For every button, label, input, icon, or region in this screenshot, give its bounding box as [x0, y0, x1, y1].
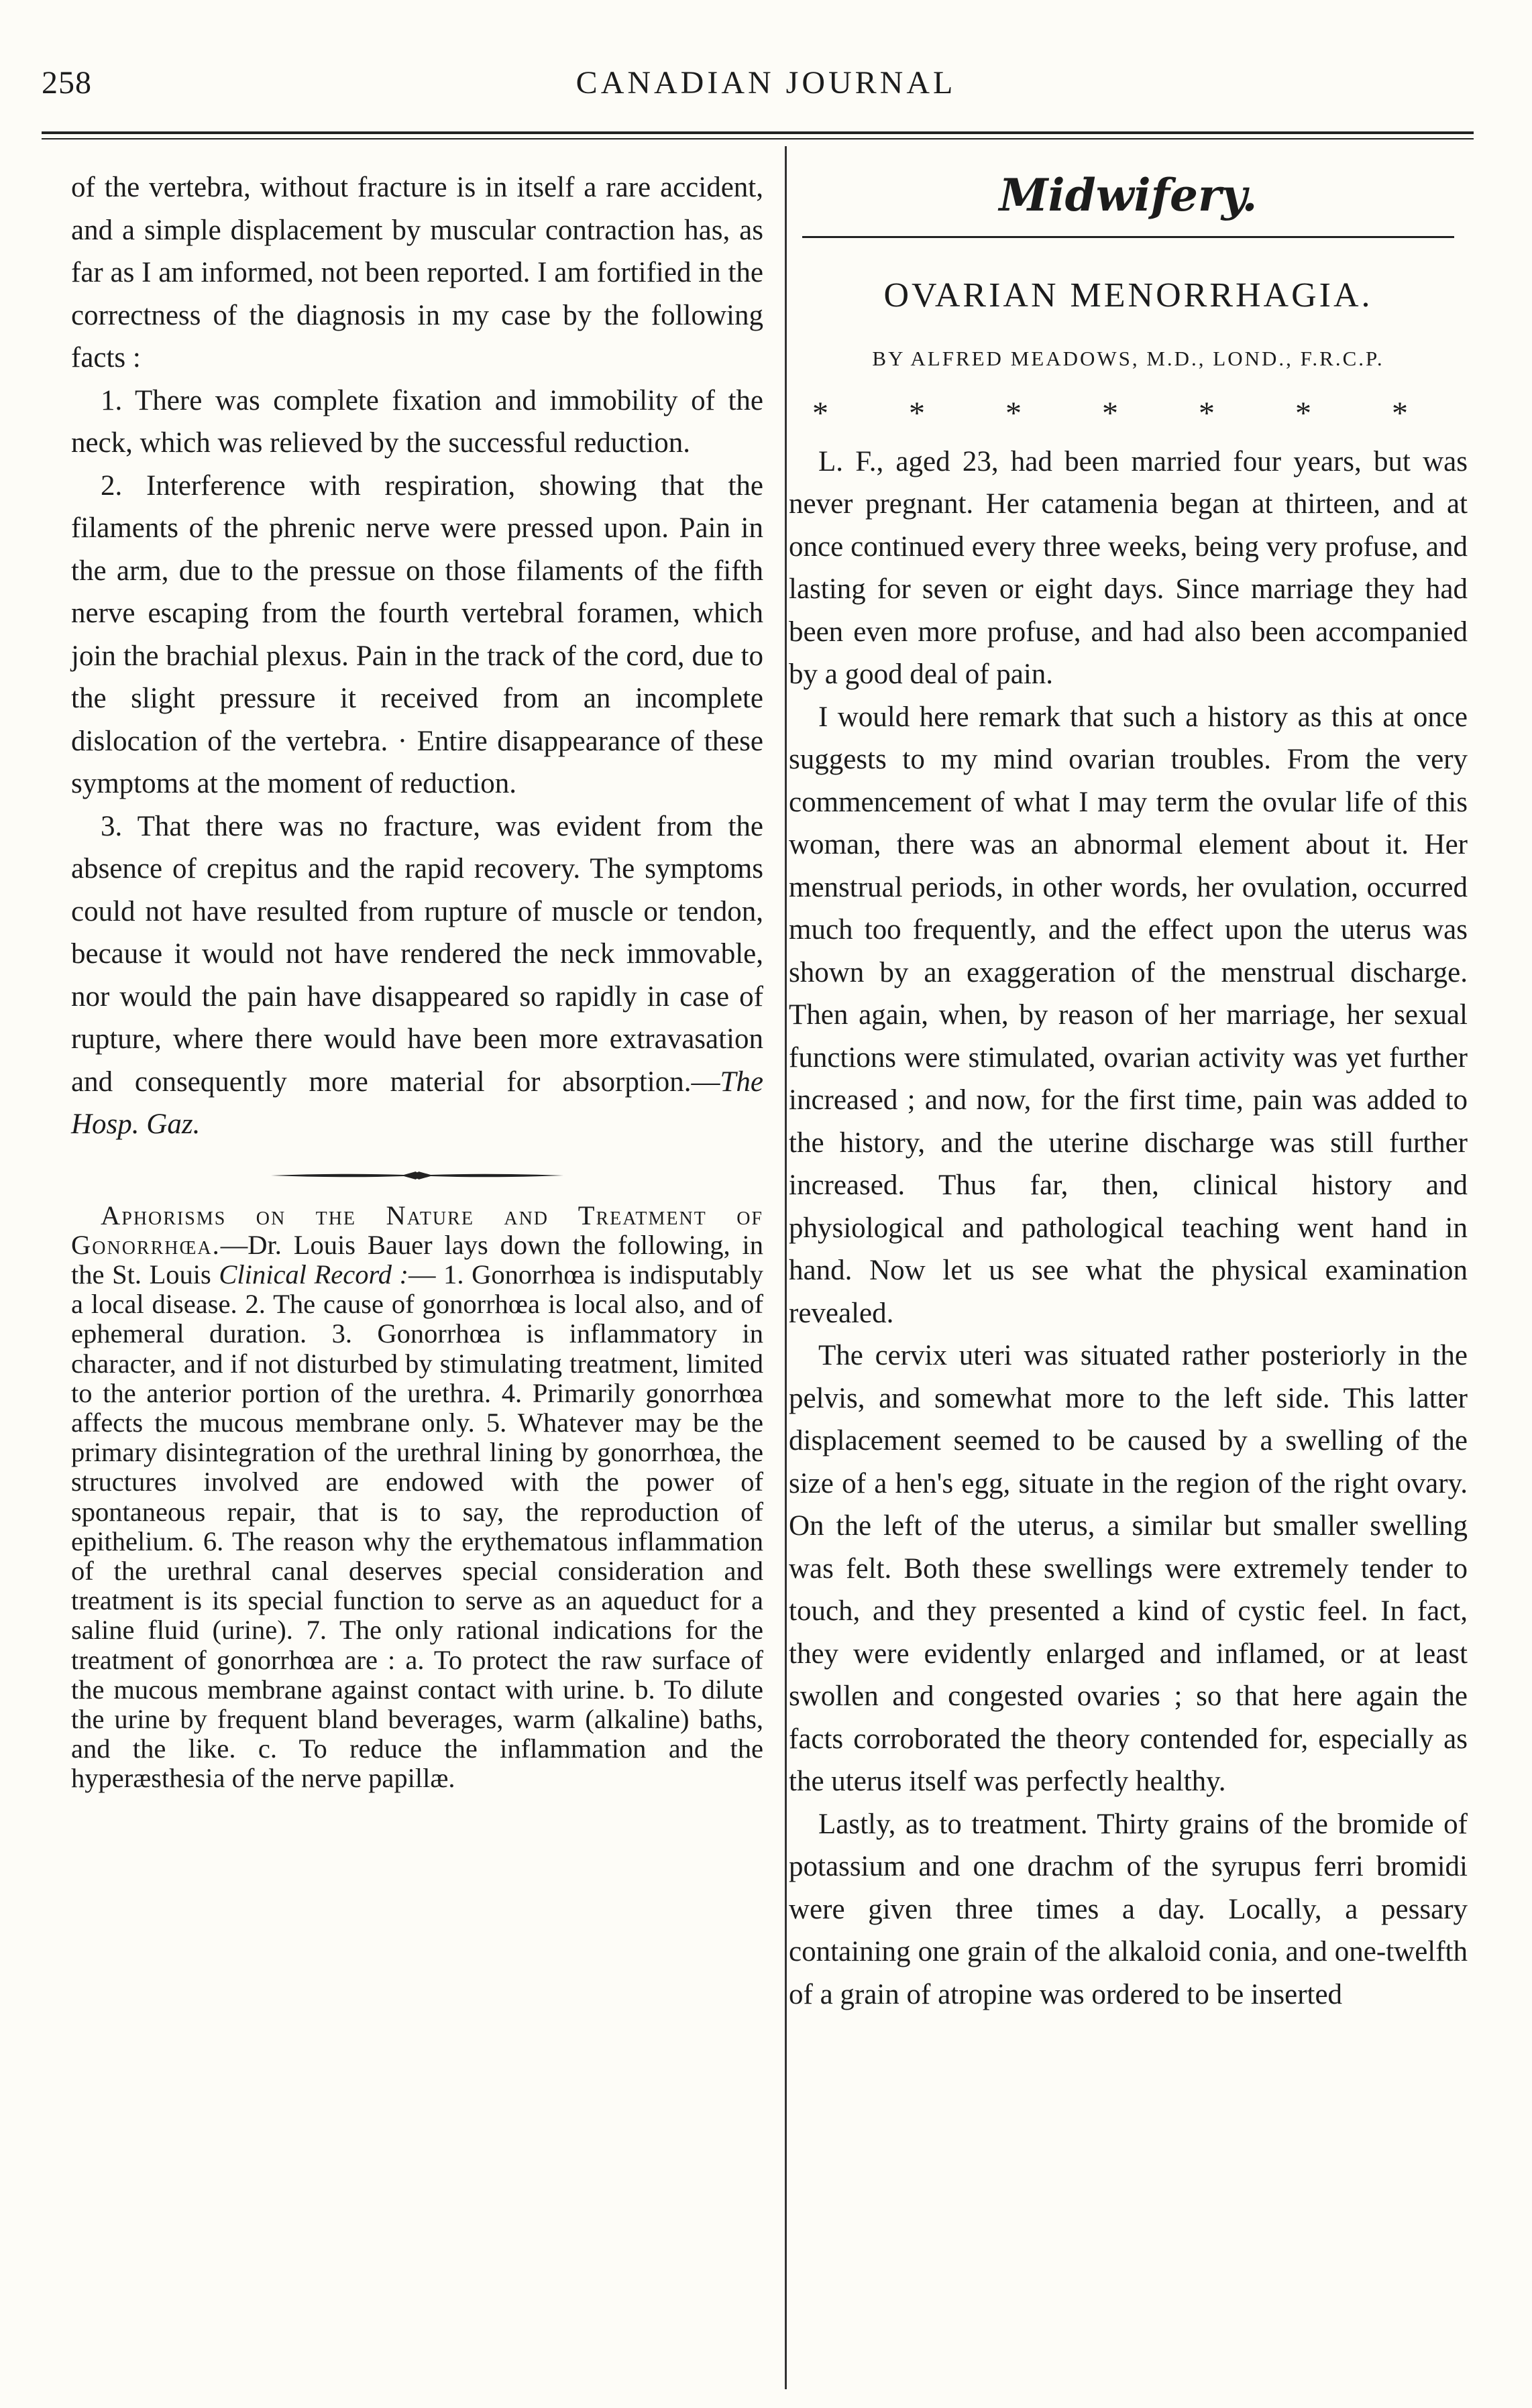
column-divider — [785, 146, 787, 2389]
right-column — [789, 166, 1468, 2016]
page-header — [0, 64, 1532, 118]
paragraph: 1. There was complete fixation and immobility of the neck, which was relieved by the successful reduction. — [71, 384, 763, 459]
paragraph-text: 3. That there was no fracture, was evident from the absence of crepitus and the rapid recovery. The symptoms could not have resulted from rupture of muscle or tendon, because it would not have rendered the neck immovable, nor would the pain have disappeared so rapidly in case of rupture, where there would have been more extravasation and consequently more material for absorption.— — [71, 810, 763, 1098]
aphorisms-body: — 1. Gonorrhœa is indisputably a local disease. 2. The cause of gonorrhœa is local also, and of ephemeral duration. 3. Gonorrhœa is inflammatory in character, and if not disturbed by stimulating treatment, limited to the anterior portion of the urethra. 4. Primarily gonorrhœa affects the mucous membrane only. 5. Whatever may be the primary disintegration of the urethral lining by gonorrhœa, the structures involved are endowed with the power of spontaneous repair, that is to say, the reproduction of epithelium. 6. The reason why the erythematous inflammation of the urethral canal deserves special consideration and treatment is its special function to serve as an aqueduct for a saline fluid (urine). 7. The only rational indications for the treatment of gonorrhœa are : a. To protect the raw surface of the mucous membrane against contact with urine. b. To dilute the urine by frequent bland beverages, warm (alkaline) baths, and the like. c. To reduce the inflammation and the hyperæsthesia of the nerve papillæ. — [71, 1259, 763, 1794]
paragraph: 2. Interference with respiration, showing that the filaments of the phrenic nerve were pressed upon. Pain in the arm, due to the pressue on those filaments of the fifth nerve escaping from the fourth vertebral foramen, which join the brachial plexus. Pain in the track of the cord, due to the slight pressure it received from an incomplete dislocation of the vertebra. · Entire disappearance of these symptoms at the moment of reduction. — [71, 469, 763, 799]
header-rule-thick — [42, 131, 1474, 134]
section-heading: Midwifery. — [999, 169, 1258, 221]
left-column — [71, 166, 763, 1794]
aphorisms-source: Clinical Record : — [219, 1259, 409, 1289]
aphorisms-heading: Aphorisms on the Nature and Treatment of Gonorrhœa. — [71, 1200, 763, 1260]
paragraph: of the vertebra, without fracture is in itself a rare accident, and a simple displacement by muscular contraction has, as far as I am informed, not been reported. I am fortified in the correctness of the diagnosis in my case by the following facts : — [71, 172, 763, 374]
paragraph: Lastly, as to treatment. Thirty grains of the bromide of potassium and one drachm of the syrupus ferri bromidi were given three times a day. Locally, a pessary containing one grain of the alkaloid conia, and one-twelfth of a grain of atropine was ordered to be inserted — [789, 1808, 1468, 2010]
section-rule — [802, 236, 1454, 238]
citation: The Hosp. Gaz. — [71, 1066, 763, 1140]
aphorisms-paragraph — [71, 1201, 763, 1794]
paragraph: I would here remark that such a history as this at once suggests to my mind ovarian troubles. From the very commencement of what I may term the ovular life of this woman, there was an abnormal element about it. Her menstrual periods, in other words, her ovulation, occurred much too frequently, and the effect upon the uterus was shown by an exaggeration of the menstrual discharge. Then again, when, by reason of her marriage, her sexual functions were stimulated, ovarian activity was yet further increased ; and now, for the first time, pain was added to the history, and the uterine discharge was still further increased. Thus far, then, clinical history and physiological and pathological teaching went hand in hand. Now let us see what the physical examination revealed. — [789, 701, 1468, 1329]
paragraph: L. F., aged 23, had been married four years, but was never pregnant. Her catamenia began at thirteen, and at once continued every three weeks, being very profuse, and lasting for seven or eight days. Since marriage they had been even more profuse, and had also been accompanied by a good deal of pain. — [789, 445, 1468, 690]
page-number: 258 — [42, 65, 92, 101]
aphorisms-intro: —Dr. Louis Bauer lays down the following, in the St. Louis — [71, 1229, 763, 1289]
paragraph — [71, 805, 763, 1146]
running-title: CANADIAN JOURNAL — [576, 65, 956, 101]
section-ornament — [71, 1170, 763, 1181]
ornament-rule-icon — [270, 1170, 565, 1181]
header-rule-thin — [42, 138, 1474, 139]
aphorisms-article — [71, 1201, 763, 1794]
article-byline: BY ALFRED MEADOWS, M.D., LOND., F.R.C.P. — [872, 347, 1384, 370]
paragraph: The cervix uteri was situated rather posteriorly in the pelvis, and somewhat more to the left side. This latter displacement seemed to be caused by a swelling of the size of a hen's egg, situate in the region of the right ovary. On the left of the uterus, a similar but smaller swelling was felt. Both these swellings were extremely tender to touch, and they presented a kind of cystic feel. In fact, they were evidently enlarged and inflamed, or at least swollen and congested ovaries ; so that here again the facts corroborated the theory contended for, especially as the uterus itself was perfectly healthy. — [789, 1340, 1468, 1797]
article-title: OVARIAN MENORRHAGIA. — [883, 276, 1373, 314]
ellipsis-stars: * * * * * * * — [812, 395, 1444, 431]
